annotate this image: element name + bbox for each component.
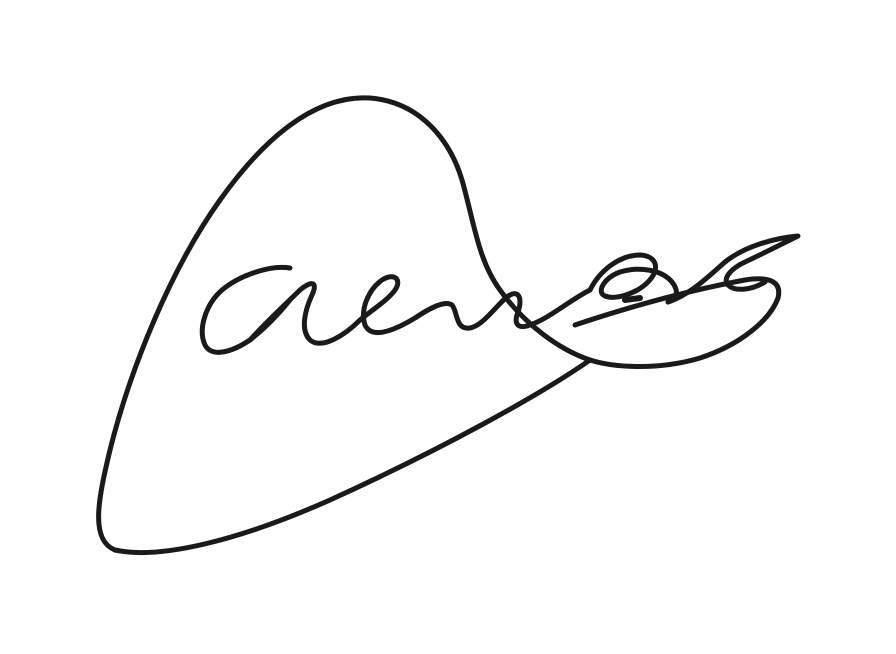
signature-letter-c2: [250, 284, 360, 344]
signature-letter-e: [360, 277, 590, 333]
signature-letter-g1: [590, 255, 676, 302]
signature-dot: [625, 298, 640, 300]
